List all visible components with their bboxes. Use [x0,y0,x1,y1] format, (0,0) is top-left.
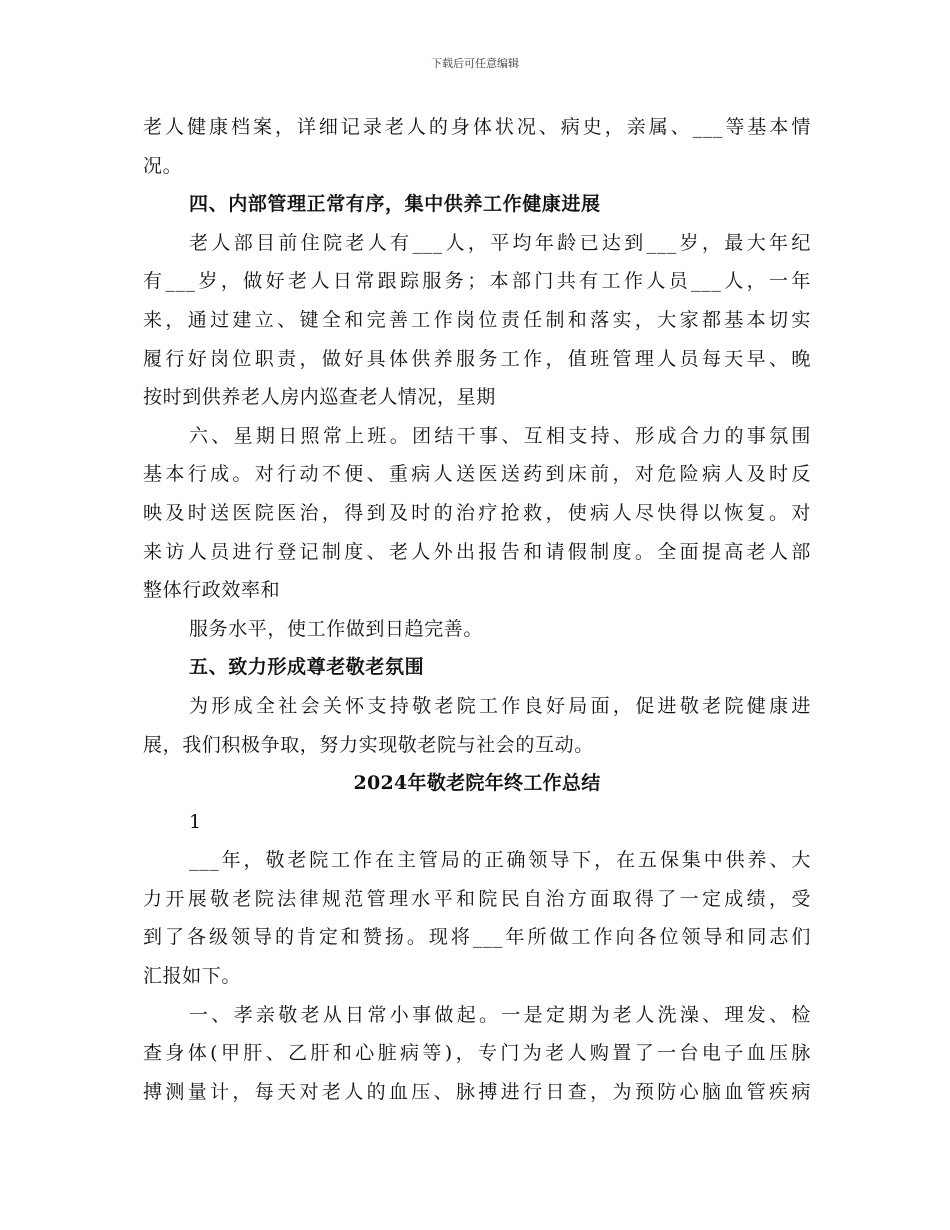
text-line: 履行好岗位职责，做好具体供养服务工作，值班管理人员每天早、晚 [143,347,811,370]
section-number: 1 [189,810,202,833]
text-line: 为形成全社会关怀支持敬老院工作良好局面，促进敬老院健康进 [189,694,811,717]
text-line: 况。 [143,154,183,177]
text-line: ___年，敬老院工作在主管局的正确领导下，在五保集中供养、大 [189,849,811,872]
text-line: 按时到供养老人房内巡查老人情况，星期 [143,386,496,409]
text-line: 搏测量计，每天对老人的血压、脉搏进行日查，为预防心脑血管疾病 [143,1080,811,1103]
document-title: 2024年敬老院年终工作总结 [353,772,601,795]
text-line: 查身体(甲肝、乙肝和心脏病等)，专门为老人购置了一台电子血压脉 [143,1042,811,1065]
page-header: 下载后可任意编辑 [431,57,519,70]
text-line: 来访人员进行登记制度、老人外出报告和请假制度。全面提高老人部 [143,540,811,563]
text-line: 汇报如下。 [143,965,242,988]
text-line: 老人部目前住院老人有___人，平均年龄已达到___岁，最大年纪 [189,231,811,254]
text-line: 展，我们积极争取，努力实现敬老院与社会的互动。 [143,733,594,756]
text-line: 基本行成。对行动不便、重病人送医送药到床前，对危险病人及时反 [143,463,811,486]
text-line: 整体行政效率和 [143,579,281,602]
text-line: 来，通过建立、键全和完善工作岗位责任制和落实，大家都基本切实 [143,308,811,331]
section-heading: 四、内部管理正常有序，集中供养工作健康进展 [189,193,601,216]
section-heading: 五、致力形成尊老敬老氛围 [189,656,425,679]
document-body [143,108,811,1111]
text-line: 映及时送医院医治，得到及时的治疗抢救，使病人尽快得以恢复。对 [143,501,811,524]
text-line: 老人健康档案，详细记录老人的身体状况、病史，亲属、___等基本情 [143,116,811,138]
text-line: 服务水平，使工作做到日趋完善。 [189,617,484,640]
text-line: 一、孝亲敬老从日常小事做起。一是定期为老人洗澡、理发、检 [189,1003,811,1026]
text-line: 到了各级领导的肯定和赞扬。现将___年所做工作向各位领导和同志们 [143,926,811,949]
text-line: 力开展敬老院法律规范管理水平和院民自治方面取得了一定成绩，受 [143,887,811,910]
text-line: 有___岁，做好老人日常跟踪服务；本部门共有工作人员___人，一年 [143,270,811,293]
text-line: 六、星期日照常上班。团结干事、互相支持、形成合力的事氛围 [189,424,811,447]
